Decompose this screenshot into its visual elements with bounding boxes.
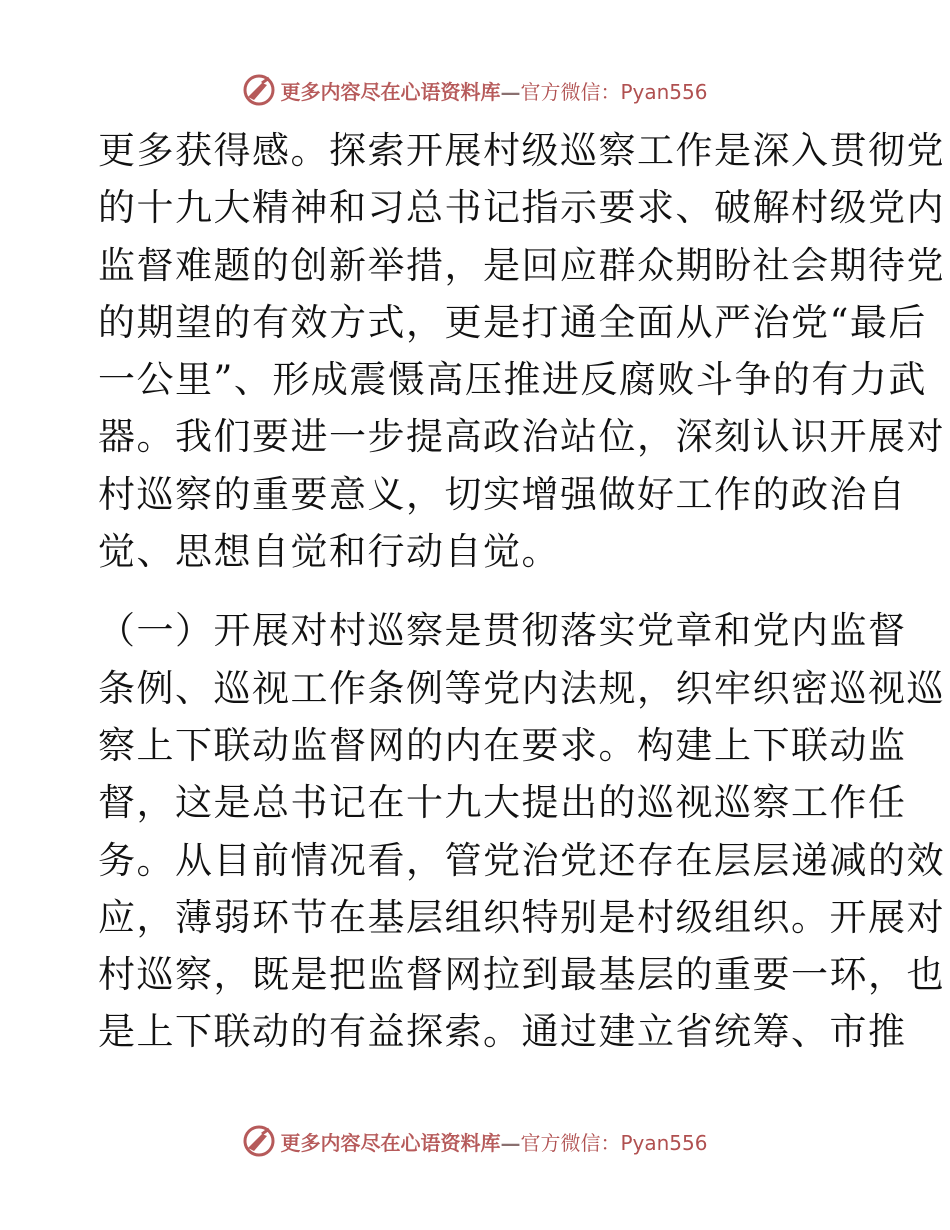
brand-logo-icon bbox=[242, 1124, 276, 1158]
text-line: 的期望的有效方式，更是打通全面从严治党“最后 bbox=[98, 300, 927, 344]
header-banner bbox=[0, 70, 950, 110]
text-line: 更多获得感。探索开展村级巡察工作是深入贯彻党 bbox=[98, 129, 945, 172]
footer-banner bbox=[0, 1121, 950, 1161]
text-line: 务。从目前情况看，管党治党还存在层层递减的效 bbox=[98, 838, 945, 882]
text-line: 条例、巡视工作条例等党内法规，织牢织密巡视巡 bbox=[98, 666, 945, 710]
header-brand-text: 更多内容尽在心语资料库 bbox=[280, 79, 501, 104]
text-line: 是上下联动的有益探索。通过建立省统筹、市推 bbox=[98, 1010, 907, 1054]
paragraph-1 bbox=[98, 122, 945, 580]
text-line: 的十九大精神和习总书记指示要求、破解村级党内 bbox=[98, 186, 945, 230]
paragraph-2 bbox=[98, 602, 945, 1060]
brand-logo-icon bbox=[242, 73, 276, 107]
footer-separator: — bbox=[500, 1130, 521, 1155]
text-line: 督，这是总书记在十九大提出的巡视巡察工作任 bbox=[98, 781, 907, 825]
header-wechat-text: 官方微信：Pyan556 bbox=[520, 79, 708, 104]
text-line: （一）开展对村巡察是贯彻落实党章和党内监督 bbox=[98, 609, 907, 653]
text-line: 一公里”、形成震慑高压推进反腐败斗争的有力武 bbox=[98, 358, 927, 402]
text-line: 监督难题的创新举措，是回应群众期盼社会期待党 bbox=[98, 243, 945, 287]
text-line: 器。我们要进一步提高政治站位，深刻认识开展对 bbox=[98, 415, 945, 459]
footer-brand-text: 更多内容尽在心语资料库 bbox=[280, 1130, 501, 1155]
footer-wechat-text: 官方微信：Pyan556 bbox=[520, 1130, 708, 1155]
text-line: 村巡察，既是把监督网拉到最基层的重要一环，也 bbox=[98, 953, 945, 997]
footer-brand-line bbox=[280, 1127, 707, 1156]
header-separator: — bbox=[500, 79, 521, 104]
text-line: 察上下联动监督网的内在要求。构建上下联动监 bbox=[98, 723, 907, 767]
body-text bbox=[98, 122, 945, 1061]
text-line: 应，薄弱环节在基层组织特别是村级组织。开展对 bbox=[98, 895, 945, 939]
text-line: 觉、思想自觉和行动自觉。 bbox=[98, 530, 560, 574]
header-brand-line bbox=[280, 76, 707, 105]
text-line: 村巡察的重要意义，切实增强做好工作的政治自 bbox=[98, 472, 907, 516]
